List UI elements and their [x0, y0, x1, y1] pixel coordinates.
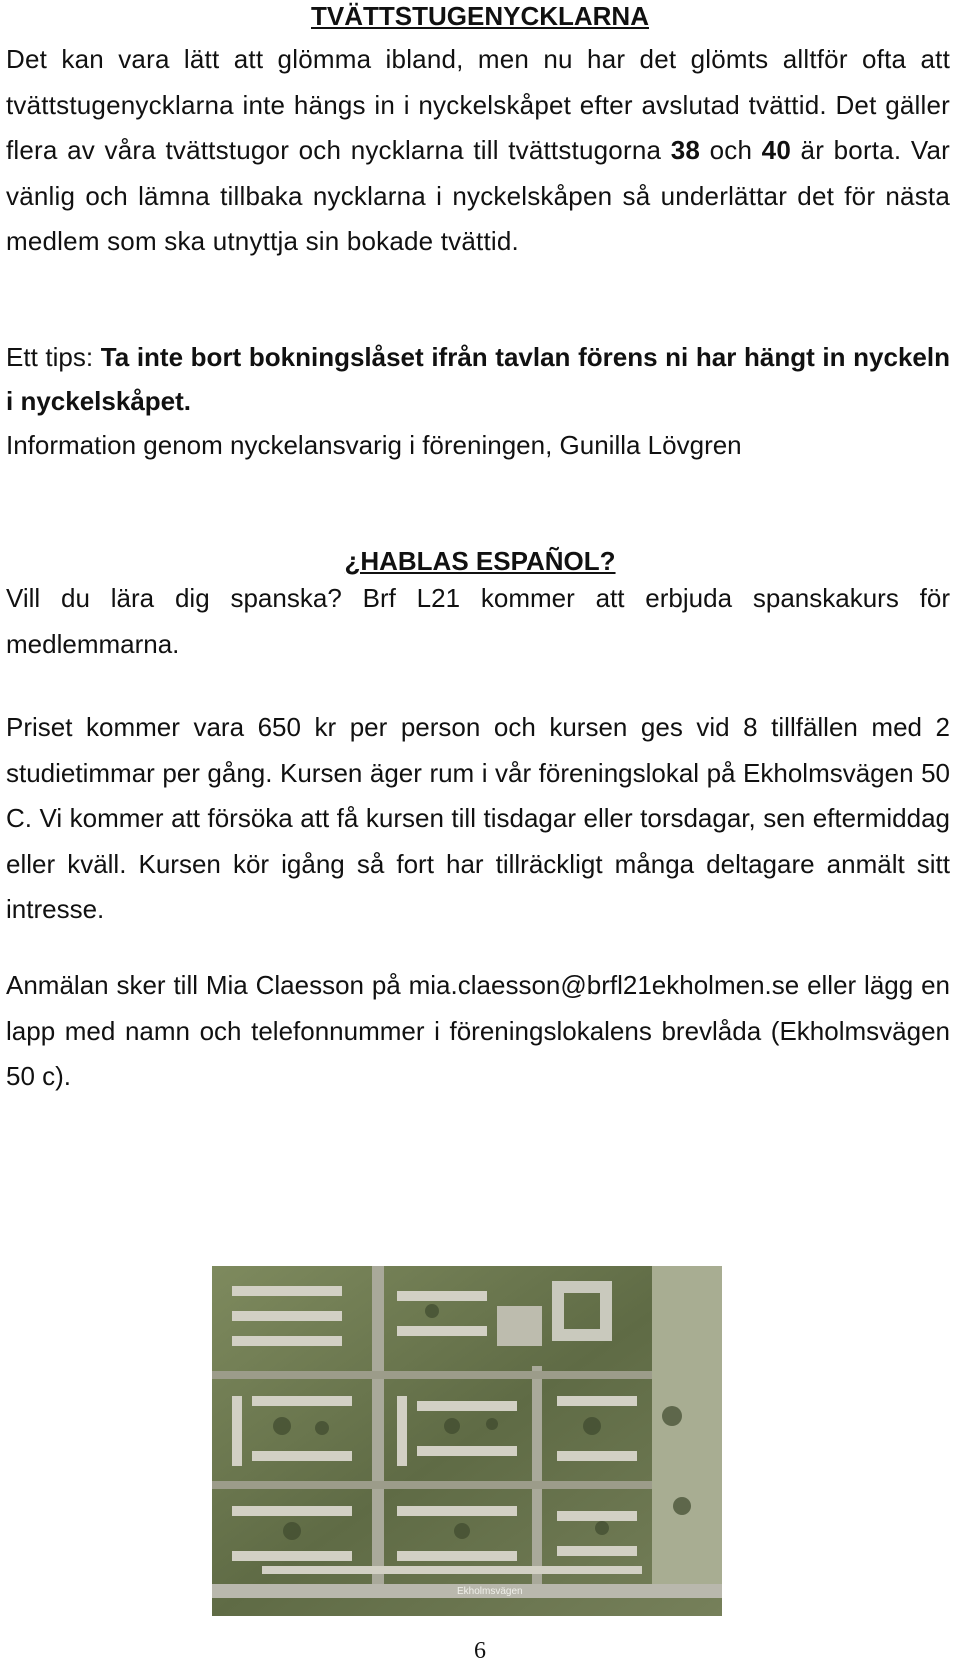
- spanish-course-heading: ¿HABLAS ESPAÑOL?: [344, 546, 616, 576]
- laundry-room-number-38: 38: [670, 135, 701, 165]
- paragraph-text-and: och: [700, 135, 762, 165]
- signup-paragraph: Anmälan sker till Mia Claesson på mia.claesson@brfl21ekholmen.se eller lägg en lapp med namn och telefonnummer i föreningslokalens brevlåda (Ekholmsvägen 50 c).: [6, 970, 950, 1091]
- tip-label: Ett tips:: [6, 342, 101, 372]
- laundry-keys-paragraph: [6, 37, 950, 265]
- laundry-room-number-40: 40: [761, 135, 791, 165]
- paragraph-text-start: Det kan vara lätt att glömma ibland, men nu har det glömts alltför ofta att tvättstugenycklarna inte hängs in i nyckelskåpet efter avslutad tvättid. Det gäller flera av våra tvättstugor och nycklarna till tvättstugorna: [6, 44, 950, 165]
- aerial-photo: [212, 1266, 722, 1616]
- spanish-intro-paragraph: Vill du lära dig spanska? Brf L21 kommer att erbjuda spanskakurs för medlemmarna.: [6, 583, 950, 659]
- laundry-keys-heading: TVÄTTSTUGENYCKLARNA: [311, 1, 649, 31]
- info-line: Information genom nyckelansvarig i föreningen, Gunilla Lövgren: [6, 430, 742, 460]
- tip-paragraph: [6, 335, 950, 423]
- spanish-details-paragraph: Priset kommer vara 650 kr per person och kursen ges vid 8 tillfällen med 2 studietimmar per gång. Kursen äger rum i vår föreningslokal på Ekholmsvägen 50 C. Vi kommer att försöka att få kursen till tisdagar eller torsdagar, sen eftermiddag eller kväll. Kursen kör igång så fort har tillräckligt många deltagare anmält sitt intresse.: [6, 712, 950, 924]
- tip-text: Ta inte bort bokningslåset ifrån tavlan förens ni har hängt in nyckeln i nyckelskåpet.: [6, 342, 950, 416]
- paragraph-text-end: är borta. Var vänlig och lämna tillbaka nycklarna i nyckelskåpen så underlättar det för nästa medlem som ska utnyttja sin bokade tvättid.: [6, 135, 950, 256]
- street-label: Ekholmsvägen: [457, 1586, 523, 1597]
- aerial-photo-drawing: [212, 1266, 722, 1616]
- page-number: 6: [474, 1638, 486, 1664]
